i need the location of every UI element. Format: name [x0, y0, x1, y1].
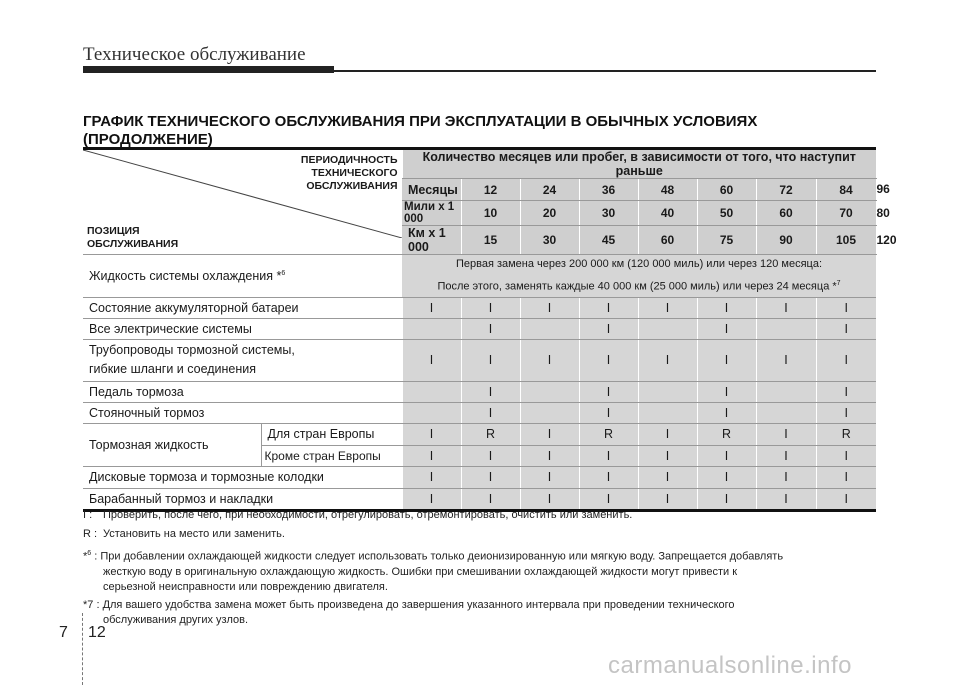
- table-row: [83, 402, 876, 423]
- interval-header: Количество месяцев или пробег, в зависимости от того, что наступит раньше: [402, 149, 876, 179]
- interval-cell: I: [520, 445, 579, 466]
- table-row: [83, 339, 876, 381]
- interval-cell: I: [756, 445, 816, 466]
- footnote-6: *$^6$ : При добавлении охлаждающей жидкости следует использовать только деионизированную или мягкую воду. Запрещается добавлять жесткую воду в оригинальную охлаждающую жидкость. Ошибки при смешивании охлаждающей жидкости могут привести к серьезной неисправности или повреждению двигателя.: [83, 550, 784, 593]
- km-cell: 105: [816, 226, 876, 255]
- maintenance-schedule-table: [83, 147, 897, 512]
- interval-cell: I: [520, 488, 579, 510]
- table-row: [83, 381, 876, 402]
- km-cell: 30: [520, 226, 579, 255]
- footnotes: [83, 508, 876, 628]
- interval-cell: R: [579, 423, 638, 445]
- interval-cell: I: [520, 297, 579, 318]
- brake-fluid-sub-label: Для стран Европы: [261, 423, 402, 445]
- months-cell: 36: [579, 179, 638, 201]
- km-cell: 90: [756, 226, 816, 255]
- miles-label: Мили x 1 000: [402, 201, 461, 226]
- interval-cell: [638, 402, 697, 423]
- interval-cell: I: [579, 466, 638, 488]
- interval-cell: I: [579, 488, 638, 510]
- miles-row: Мили x 1 000 10 20 30 40 50 60 70 80: [404, 201, 890, 225]
- brake-fluid-sub-label: Кроме стран Европы: [261, 445, 402, 466]
- interval-cell: I: [402, 297, 461, 318]
- interval-cell: [756, 402, 816, 423]
- km-cell: 75: [697, 226, 756, 255]
- months-cell: 24: [520, 179, 579, 201]
- interval-cell: [520, 318, 579, 339]
- miles-cell: 50: [697, 201, 756, 226]
- section-title: ГРАФИК ТЕХНИЧЕСКОГО ОБСЛУЖИВАНИЯ ПРИ ЭКСПЛУАТАЦИИ В ОБЫЧНЫХ УСЛОВИЯХ (ПРОДОЛЖЕНИЕ): [83, 113, 758, 148]
- interval-cell: I: [579, 339, 638, 381]
- interval-cell: I: [697, 297, 756, 318]
- corner-position-label: ПОЗИЦИЯ ОБСЛУЖИВАНИЯ: [87, 225, 179, 250]
- interval-cell: I: [579, 445, 638, 466]
- interval-cell: I: [756, 339, 816, 381]
- header-rule-thin: [334, 70, 876, 72]
- months-cell: 48: [638, 179, 697, 201]
- interval-cell: I: [402, 423, 461, 445]
- interval-cell: I: [461, 466, 520, 488]
- interval-cell: I: [756, 297, 816, 318]
- page-header-title: Техническое обслуживание: [83, 44, 306, 65]
- miles-cell: 60: [756, 201, 816, 226]
- interval-cell: [638, 381, 697, 402]
- km-cell: 60: [638, 226, 697, 255]
- interval-cell: I: [461, 488, 520, 510]
- table-row: [83, 423, 876, 445]
- months-cell: 84: [816, 179, 876, 201]
- months-row: Месяцы 12 24 36 48 60 72 84 96: [83, 179, 876, 201]
- footnote-7: *7 : Для вашего удобства замена может быть произведена до завершения указанного интервала при проведении технического обслуживания других узлов.: [83, 598, 735, 626]
- km-cell: 15: [461, 226, 520, 255]
- interval-cell: I: [402, 445, 461, 466]
- row-label: Педаль тормоза: [83, 381, 402, 402]
- interval-cell: I: [461, 381, 520, 402]
- interval-cell: I: [697, 339, 756, 381]
- months-cell: 12: [461, 179, 520, 201]
- miles-cell: 70: [816, 201, 876, 226]
- interval-cell: I: [520, 423, 579, 445]
- interval-cell: I: [697, 466, 756, 488]
- months-cell: 60: [697, 179, 756, 201]
- row-label: Все электрические системы: [83, 318, 402, 339]
- interval-cell: I: [697, 488, 756, 510]
- interval-cell: I: [638, 423, 697, 445]
- miles-cell: 30: [579, 201, 638, 226]
- page-number-divider: [82, 613, 83, 685]
- interval-cell: [402, 318, 461, 339]
- interval-cell: I: [756, 466, 816, 488]
- interval-cell: I: [520, 339, 579, 381]
- brake-fluid-label: Тормозная жидкость: [83, 423, 261, 466]
- interval-cell: I: [697, 381, 756, 402]
- table-row: [83, 488, 876, 510]
- interval-cell: R: [816, 423, 876, 445]
- interval-cell: I: [638, 339, 697, 381]
- row-label: Стояночный тормоз: [83, 402, 402, 423]
- row-label: Дисковые тормоза и тормозные колодки: [83, 466, 402, 488]
- miles-cell: 40: [638, 201, 697, 226]
- table-corner-cell: [83, 149, 402, 255]
- interval-cell: R: [461, 423, 520, 445]
- watermark: carmanualsonline.info: [608, 652, 852, 679]
- interval-cell: I: [816, 445, 876, 466]
- interval-cell: I: [816, 402, 876, 423]
- interval-cell: I: [638, 297, 697, 318]
- interval-cell: I: [638, 488, 697, 510]
- interval-cell: I: [579, 297, 638, 318]
- interval-cell: [402, 381, 461, 402]
- coolant-interval-note: Первая замена через 200 000 км (120 000 миль) или через 120 месяца: После этого, заменять каждые 40 000 км (25 000 миль) или через 24 месяца *$^7$: [402, 255, 876, 298]
- interval-cell: [638, 318, 697, 339]
- interval-cell: [756, 318, 816, 339]
- table-row: [83, 297, 876, 318]
- interval-cell: I: [816, 466, 876, 488]
- interval-cell: [756, 381, 816, 402]
- interval-cell: I: [697, 318, 756, 339]
- interval-cell: I: [402, 488, 461, 510]
- interval-cell: I: [461, 445, 520, 466]
- interval-cell: I: [697, 445, 756, 466]
- row-label: Состояние аккумуляторной батареи: [83, 297, 402, 318]
- interval-cell: I: [520, 466, 579, 488]
- coolant-row: [83, 255, 876, 298]
- interval-cell: I: [816, 381, 876, 402]
- interval-cell: [520, 381, 579, 402]
- interval-cell: I: [579, 318, 638, 339]
- interval-cell: I: [461, 297, 520, 318]
- interval-cell: R: [697, 423, 756, 445]
- km-label: Км x 1 000: [402, 226, 461, 255]
- row-label: Барабанный тормоз и накладки: [83, 488, 402, 510]
- interval-cell: [520, 402, 579, 423]
- footnote-i: I : Проверить, после чего, при необходимости, отрегулировать, отремонтировать, очистить или заменить.: [83, 509, 633, 521]
- interval-cell: I: [816, 488, 876, 510]
- miles-cell: 20: [520, 201, 579, 226]
- interval-cell: I: [816, 339, 876, 381]
- miles-cell: 10: [461, 201, 520, 226]
- interval-cell: I: [638, 466, 697, 488]
- months-cell: 72: [756, 179, 816, 201]
- table-row: [83, 466, 876, 488]
- interval-cell: I: [816, 318, 876, 339]
- interval-cell: I: [579, 402, 638, 423]
- corner-period-label: ПЕРИОДИЧНОСТЬ ТЕХНИЧЕСКОГО ОБСЛУЖИВАНИЯ: [300, 154, 398, 192]
- interval-cell: I: [756, 423, 816, 445]
- row-label: Трубопроводы тормозной системы, гибкие шланги и соединения: [83, 339, 402, 381]
- interval-cell: I: [402, 339, 461, 381]
- km-row: Км x 1 000 15 30 45 60 75 90 105 120: [83, 226, 876, 255]
- interval-cell: I: [756, 488, 816, 510]
- coolant-label: Жидкость системы охлаждения *$^6$: [83, 255, 402, 298]
- interval-cell: I: [461, 402, 520, 423]
- footnote-r: R : Установить на место или заменить.: [83, 528, 285, 540]
- interval-cell: I: [638, 445, 697, 466]
- interval-cell: [402, 402, 461, 423]
- interval-cell: I: [697, 402, 756, 423]
- interval-cell: I: [402, 466, 461, 488]
- interval-cell: I: [816, 297, 876, 318]
- page-number: 12: [88, 624, 106, 641]
- header-rule-thick: [83, 66, 334, 73]
- interval-cell: I: [461, 318, 520, 339]
- months-label: Месяцы: [402, 179, 461, 201]
- interval-cell: I: [461, 339, 520, 381]
- km-cell: 45: [579, 226, 638, 255]
- interval-cell: I: [579, 381, 638, 402]
- table-row: [83, 318, 876, 339]
- chapter-number: 7: [59, 624, 68, 641]
